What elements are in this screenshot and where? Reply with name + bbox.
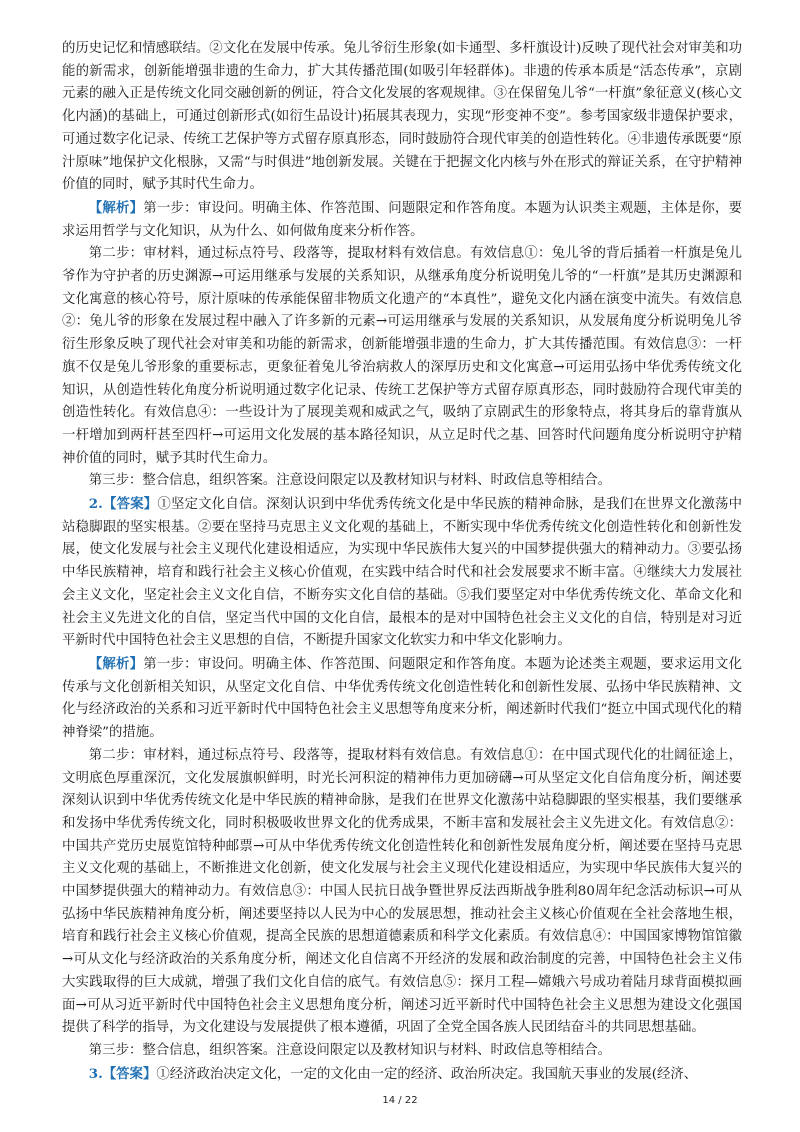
paragraph-text: 第二步：审材料，通过标点符号、段落等，提取材料有效信息。有效信息①：在中国式现代化的壮阔征途上，文明底色厚重深沉，文化发展旗帜鲜明，时光长河积淀的精神伟力更加磅礴→可从坚定文化自信角度分析，阐述要深刻认识到中华优秀传统文化是中华民族的精神命脉，是我们在世界文化激荡中站稳脚跟的坚实根基，我们要继承和发扬中华优秀传统文化，同时积极吸收世界文化的优秀成果，不断丰富和发展社会主义先进文化。有效信息②：中国共产党历史展览馆特种邮票→可从中华优秀传统文化创造性转化和创新性发展角度分析，阐述要在坚持马克思主义文化观的基础上，不断推进文化创新，使文化发展与社会主义现代化建设相适应，为实现中华民族伟大复兴的中国梦提供强大的精神动力。有效信息③：中国人民抗日战争暨世界反法西斯战争胜利80周年纪念活动标识→可从弘扬中华民族精神角度分析，阐述要坚持以人民为中心的发展思想，推动社会主义核心价值观在全社会落地生根，培育和践行社会主义核心价值观，提高全民族的思想道德素质和科学文化素质。有效信息④：中国国家博物馆馆徽→可从文化与经济政治的关系角度分析，阐述文化自信离不开经济的发展和政治制度的完善，中国特色社会主义伟大实践取得的巨大成就，增强了我们文化自信的底气。有效信息⑤：探月工程—嫦娥六号成功着陆月球背面模拟画面→可从习近平新时代中国特色社会主义思想角度分析，阐述习近平新时代中国特色社会主义思想为建设文化强国提供了科学的指导，为文化建设与发展提供了根本遵循，巩固了全党全国各族人民团结奋斗的共同思想基础。 (62, 747, 742, 1036)
paragraph-text: 第一步：审设问。明确主体、作答范围、问题限定和作答角度。本题为论述类主观题，要求运用文化传承与文化创新相关知识，从坚定文化自信、中华优秀传统文化创造性转化和创新性发展、弘扬中华民族精神、文化与经济政治的关系和习近平新时代中国特色社会主义思想等角度来分析，阐述新时代我们“挺立中国式现代化的精神脊梁”的措施。 (62, 656, 742, 741)
analysis-tag: 【解析】 (88, 199, 144, 216)
paragraph (62, 197, 742, 243)
paragraph (62, 745, 742, 1040)
answer-tag: 【答案】 (102, 496, 158, 513)
paragraph (62, 493, 742, 653)
question-number: 3. (88, 1065, 103, 1082)
paragraph (62, 470, 742, 493)
paragraph-text: 的历史记忆和情感联结。②文化在发展中传承。兔儿爷衍生形象(如卡通型、多杆旗设计)反映了现代社会对审美和功能的新需求，创新能增强非遗的生命力，扩大其传播范围(如吸引年轻群体)。非遗的传承本质是“活态传承”，京剧元素的融入正是传统文化同交融创新的例证，符合文化发展的客观规律。③在保留兔儿爷“一杆旗”象征意义(核心文化内涵)的基础上，可通过创新形式(如衍生品设计)拓展其表现力，实现“形变神不变”。参考国家级非遗保护要求，可通过数字化记录、传统工艺保护等方式留存原真形态，同时鼓励符合现代审美的创造性转化。④非遗传承既要“原汁原味”地保护文化根脉，又需“与时俱进”地创新发展。关键在于把握文化内核与外在形式的辩证关系，在守护精神价值的同时，赋予其时代生命力。 (62, 41, 742, 193)
paragraph-text: ①经济政治决定文化，一定的文化由一定的经济、政治所决定。我国航天事业的发展(经济、 (156, 1066, 698, 1082)
paragraph (62, 1040, 742, 1063)
paragraph-text: 第一步：审设问。明确主体、作答范围、问题限定和作答角度。本题为认识类主观题，主体是你，要求运用哲学与文化知识，从为什么、如何做角度来分析作答。 (62, 200, 742, 239)
answer-tag: 【答案】 (102, 1065, 157, 1082)
paragraph-text: 第三步：整合信息，组织答案。注意设问限定以及教材知识与材料、时政信息等相结合。 (88, 473, 612, 489)
paragraph-text: 第二步：审材料，通过标点符号、段落等，提取材料有效信息。有效信息①：兔儿爷的背后插着一杆旗是兔儿爷作为守护者的历史渊源→可运用继承与发展的关系知识，从继承角度分析说明兔儿爷的“一杆旗”是其历史渊源和文化寓意的核心符号，原汁原味的传承能保留非物质文化遗产的“本真性”，避免文化内涵在演变中流失。有效信息②：兔儿爷的形象在发展过程中融入了许多新的元素→可运用继承与发展的关系知识，从发展角度分析说明兔儿爷衍生形象反映了现代社会对审美和功能的新需求，创新能增强非遗的生命力，扩大其传播范围。有效信息③：一杆旗不仅是兔儿爷形象的重要标志，更象征着兔儿爷治病救人的深厚历史和文化寓意→可运用弘扬中华优秀传统文化知识，从创造性转化角度分析说明通过数字化记录、传统工艺保护等方式留存原真形态，同时鼓励符合现代审美的创造性转化。有效信息④：一些设计为了展现美观和威武之气，吸纳了京剧武生的形象特点，将其身后的靠背旗从一杆增加到两杆甚至四杆→可运用文化发展的基本路径知识，从立足时代之基、回答时代问题角度分析说明守护精神价值的同时，赋予其时代生命力。 (62, 246, 742, 466)
page-number: 14 / 22 (382, 1095, 418, 1106)
analysis-tag: 【解析】 (88, 655, 144, 672)
paragraph (62, 1063, 742, 1087)
question-number: 2. (88, 496, 103, 513)
paragraph (62, 653, 742, 745)
document-body (62, 38, 742, 1086)
paragraph (62, 243, 742, 470)
paragraph (62, 38, 742, 197)
paragraph-text: 第三步：整合信息，组织答案。注意设问限定以及教材知识与材料、时政信息等相结合。 (88, 1042, 612, 1058)
paragraph-text: ①坚定文化自信。深刻认识到中华优秀传统文化是中华民族的精神命脉，是我们在世界文化激荡中站稳脚跟的坚实根基。②要在坚持马克思主义文化观的基础上，不断实现中华优秀传统文化创造性转化和创新性发展，使文化发展与社会主义现代化建设相适应，为实现中华民族伟大复兴的中国梦提供强大的精神动力。③要弘扬中华民族精神，培育和践行社会主义核心价值观，在实践中结合时代和社会发展要求不断丰富。④继续大力发展社会主义文化，坚定社会主义文化自信，不断夯实文化自信的基础。⑤我们要坚定对中华优秀传统文化、革命文化和社会主义先进文化的自信，坚定当代中国的文化自信，最根本的是对中国特色社会主义文化的自信，特别是对习近平新时代中国特色社会主义思想的自信，不断提升国家文化软实力和中华文化影响力。 (62, 497, 743, 649)
